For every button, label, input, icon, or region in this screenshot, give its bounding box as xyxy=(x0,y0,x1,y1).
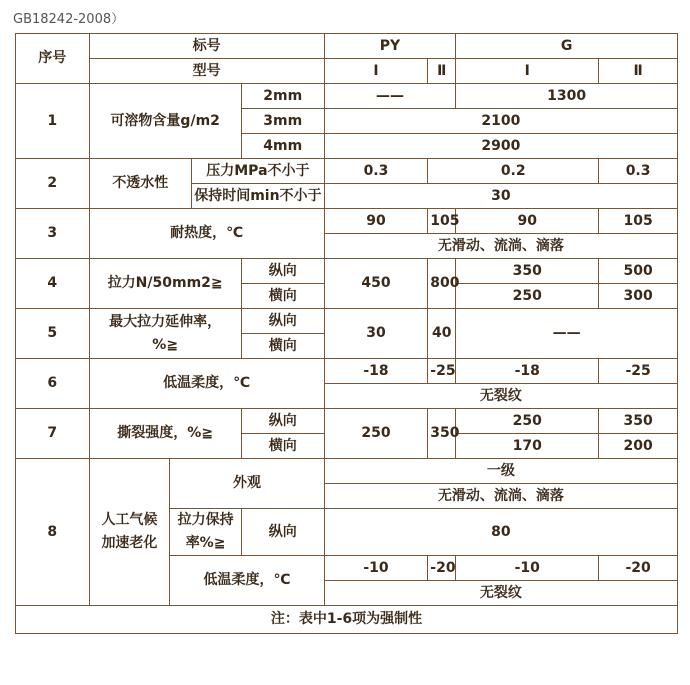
value-cell: 350 xyxy=(456,259,599,284)
row-number: 2 xyxy=(16,159,90,209)
thickness-label: 2mm xyxy=(241,84,324,109)
value-cell: -18 xyxy=(324,359,428,384)
sub-item-label: 低温柔度，℃ xyxy=(170,556,324,606)
result-note: 无滑动、流淌、滴落 xyxy=(324,484,677,509)
table-row xyxy=(16,409,678,434)
sub-item-label: 外观 xyxy=(170,459,324,509)
value-cell: 800 xyxy=(428,259,456,309)
footer-row xyxy=(16,606,678,634)
item-name-line: 最大拉力延伸率， xyxy=(109,313,222,330)
item-name: 耐热度，℃ xyxy=(89,209,324,259)
item-name-line: %≧ xyxy=(152,336,179,353)
header-row xyxy=(16,34,678,59)
value-cell: 一级 xyxy=(324,459,677,484)
result-note: 无滑动、流淌、滴落 xyxy=(324,234,677,259)
value-cell: 170 xyxy=(456,434,599,459)
row-number: 7 xyxy=(16,409,90,459)
thickness-label: 3mm xyxy=(241,109,324,134)
value-cell: 0.2 xyxy=(428,159,599,184)
spec-table xyxy=(15,33,678,634)
table-row xyxy=(16,359,678,384)
item-name: 撕裂强度，%≧ xyxy=(89,409,241,459)
direction-label: 横向 xyxy=(241,434,324,459)
value-cell: 105 xyxy=(428,209,456,234)
header-py-ii: Ⅱ xyxy=(428,59,456,84)
item-name: 可溶物含量g/m2 xyxy=(89,84,241,159)
sub-item-line: 率%≧ xyxy=(185,535,226,551)
row-number: 1 xyxy=(16,84,90,159)
value-cell: 80 xyxy=(324,509,677,556)
item-name xyxy=(89,459,170,606)
value-cell: -20 xyxy=(428,556,456,581)
header-row xyxy=(16,59,678,84)
table-row xyxy=(16,159,678,184)
table-row xyxy=(16,84,678,109)
sub-item-label: 压力MPa不小于 xyxy=(192,159,325,184)
table-row xyxy=(16,309,678,334)
value-cell: 0.3 xyxy=(599,159,678,184)
value-cell: 105 xyxy=(599,209,678,234)
sub-item-label: 保持时间min不小于 xyxy=(192,184,325,209)
item-name: 低温柔度，℃ xyxy=(89,359,324,409)
thickness-label: 4mm xyxy=(241,134,324,159)
header-g-ii: Ⅱ xyxy=(599,59,678,84)
row-number: 5 xyxy=(16,309,90,359)
value-cell: 350 xyxy=(599,409,678,434)
value-cell: 300 xyxy=(599,284,678,309)
sub-item-line: 拉力保持 xyxy=(177,512,234,528)
row-number: 3 xyxy=(16,209,90,259)
value-cell: -10 xyxy=(456,556,599,581)
item-name xyxy=(89,309,241,359)
item-name-line: 人工气候 xyxy=(101,512,158,528)
value-cell: -25 xyxy=(428,359,456,384)
direction-label: 纵向 xyxy=(241,309,324,334)
header-py: PY xyxy=(324,34,456,59)
value-cell: 30 xyxy=(324,309,428,359)
direction-label: 纵向 xyxy=(241,509,324,556)
direction-label: 横向 xyxy=(241,284,324,309)
value-cell: —— xyxy=(456,309,678,359)
direction-label: 纵向 xyxy=(241,259,324,284)
header-py-i: Ⅰ xyxy=(324,59,428,84)
value-cell: -18 xyxy=(456,359,599,384)
direction-label: 横向 xyxy=(241,334,324,359)
value-cell: 30 xyxy=(324,184,677,209)
value-cell: 90 xyxy=(324,209,428,234)
value-cell: 250 xyxy=(324,409,428,459)
header-seq: 序号 xyxy=(16,34,90,84)
value-cell: 90 xyxy=(456,209,599,234)
value-cell: 2100 xyxy=(324,109,677,134)
footer-note: 注：表中1-6项为强制性 xyxy=(16,606,678,634)
value-cell: 350 xyxy=(428,409,456,459)
row-number: 8 xyxy=(16,459,90,606)
value-cell: -25 xyxy=(599,359,678,384)
header-g-i: Ⅰ xyxy=(456,59,599,84)
direction-label: 纵向 xyxy=(241,409,324,434)
sub-item-label xyxy=(170,509,241,556)
value-cell: -20 xyxy=(599,556,678,581)
value-cell: 1300 xyxy=(456,84,678,109)
row-number: 6 xyxy=(16,359,90,409)
table-row xyxy=(16,209,678,234)
value-cell: 2900 xyxy=(324,134,677,159)
value-cell: 450 xyxy=(324,259,428,309)
value-cell: 200 xyxy=(599,434,678,459)
table-caption: GB18242-2008） xyxy=(13,12,125,27)
value-cell: 250 xyxy=(456,409,599,434)
row-number: 4 xyxy=(16,259,90,309)
value-cell: -10 xyxy=(324,556,428,581)
item-name-line: 加速老化 xyxy=(101,535,158,551)
value-cell: 500 xyxy=(599,259,678,284)
value-cell: 40 xyxy=(428,309,456,359)
table-row xyxy=(16,459,678,484)
value-cell: 0.3 xyxy=(324,159,428,184)
result-note: 无裂纹 xyxy=(324,384,677,409)
table-row xyxy=(16,259,678,284)
item-name: 拉力N/50mm2≧ xyxy=(89,259,241,309)
header-model: 型号 xyxy=(89,59,324,84)
value-cell: 250 xyxy=(456,284,599,309)
header-label: 标号 xyxy=(89,34,324,59)
item-name: 不透水性 xyxy=(89,159,192,209)
header-g: G xyxy=(456,34,678,59)
value-cell: —— xyxy=(324,84,456,109)
result-note: 无裂纹 xyxy=(324,581,677,606)
